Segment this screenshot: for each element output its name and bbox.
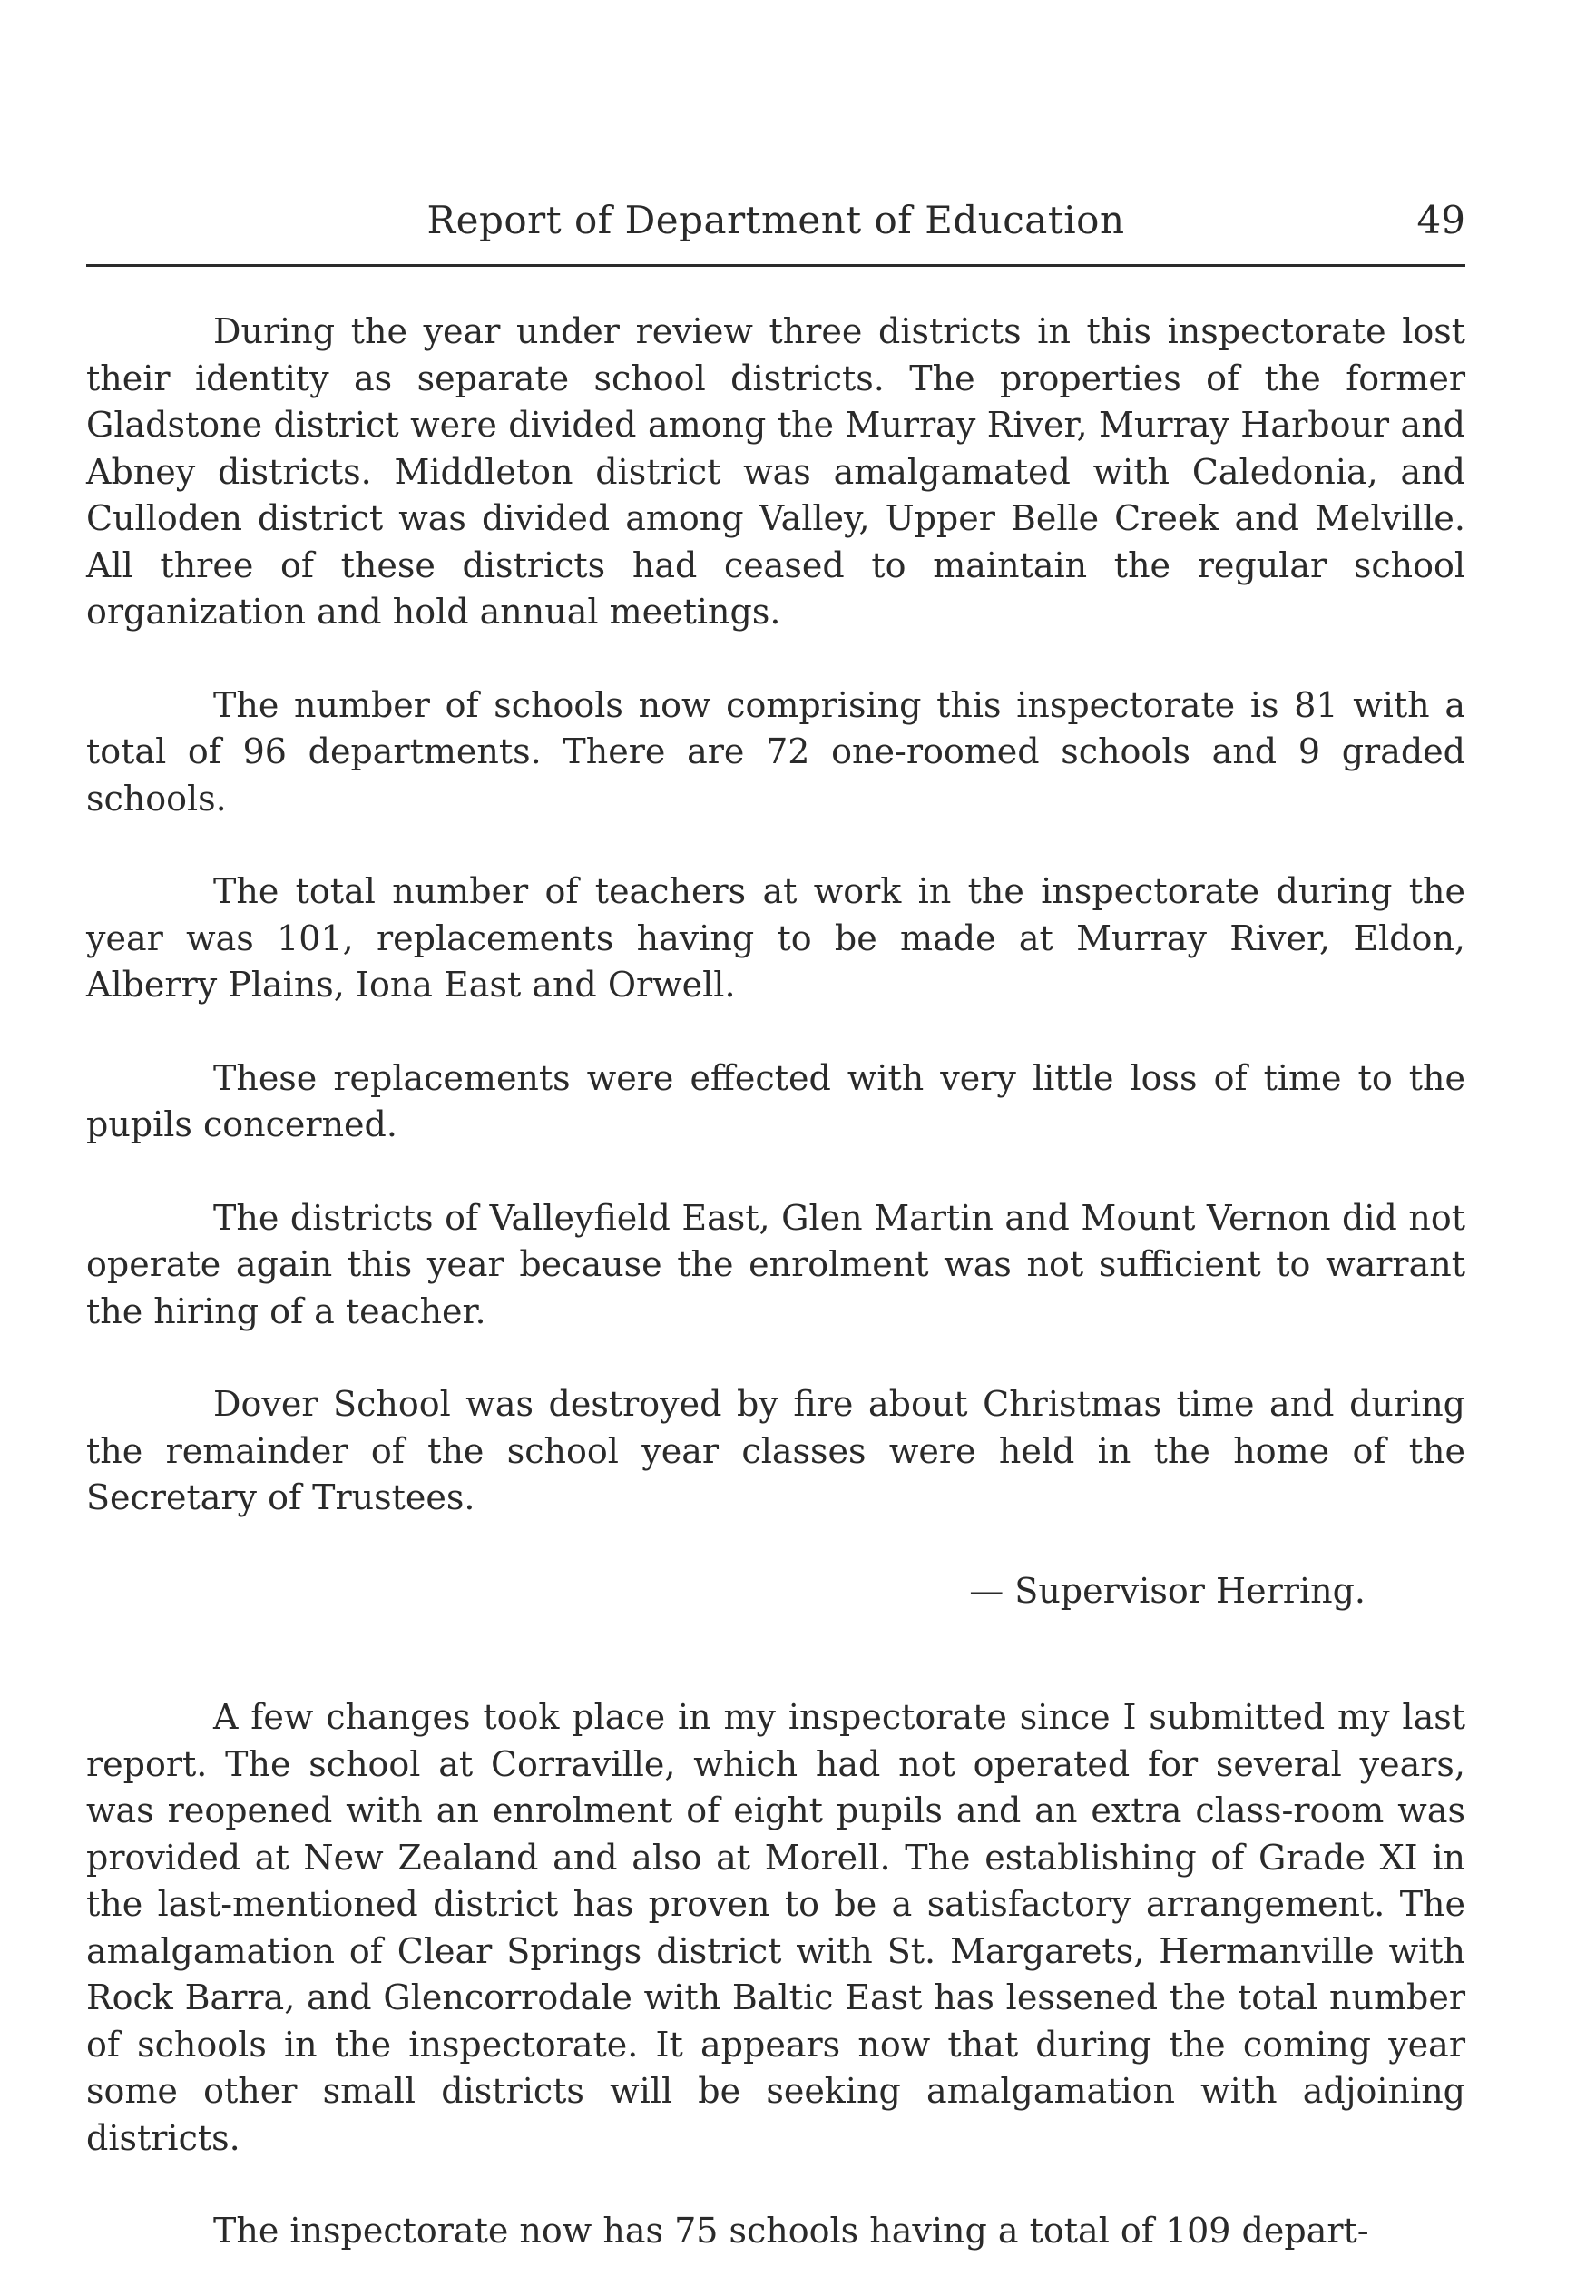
paragraph: Dover School was destroyed by fire about Christmas time and during the remainder of the school year classes were held in the home of the Secretary of Trustees. (86, 1384, 1465, 1517)
paragraph: The total number of teachers at work in the inspectorate during the year was 101, replacements having to be made at Murray River, Eldon, Alberry Plains, Iona East and Orwell. (86, 871, 1465, 1005)
header-rule (86, 264, 1465, 267)
page-number: 49 (1416, 198, 1465, 242)
paragraph: The number of schools now comprising this inspectorate is 81 with a total of 96 departments. There are 72 one-roomed schools and 9 graded schools. (86, 684, 1465, 819)
paragraph: A few changes took place in my inspectorate since I submitted my last report. The school at Corraville, which had not operated for several years, was reopened with an enrolment of eight pupils and an extra class-room was provided at New Zealand and also at Morell. The establishing of Grade XI in the last-mentioned district has proven to be a satisfactory arrangement. The amalgamation of Clear Springs district with St. Margarets, Hermanville with Rock Barra, and Glencorrodale with Baltic East has lessened the total number of schools in the inspectorate. It appears now that during the coming year some other small districts will be seeking amalgamation with adjoining districts. (86, 1697, 1465, 2158)
paragraph: These replacements were effected with very little loss of time to the pupils concerned. (86, 1057, 1465, 1144)
body-text (86, 309, 1465, 2255)
paragraph: The districts of Valleyfield East, Glen Martin and Mount Vernon did not operate again this year because the enrolment was not sufficient to warrant the hiring of a teacher. (86, 1197, 1465, 1331)
header-title: Report of Department of Education (426, 198, 1125, 242)
paragraph: The inspectorate now has 75 schools having a total of 109 depart- (213, 2211, 1369, 2251)
signature: — Supervisor Herring. (969, 1570, 1366, 1611)
paragraph: During the year under review three districts in this inspectorate lost their identity as separate school districts. The properties of the former Gladstone district were divided among the Murray River, Murray Harbour and Abney districts. Middleton district was amalgamated with Caledonia, and Culloden district was divided among Valley, Upper Belle Creek and Melville. All three of these districts had ceased to maintain the regular school organization and hold annual meetings. (86, 311, 1465, 632)
running-header (86, 189, 1465, 243)
